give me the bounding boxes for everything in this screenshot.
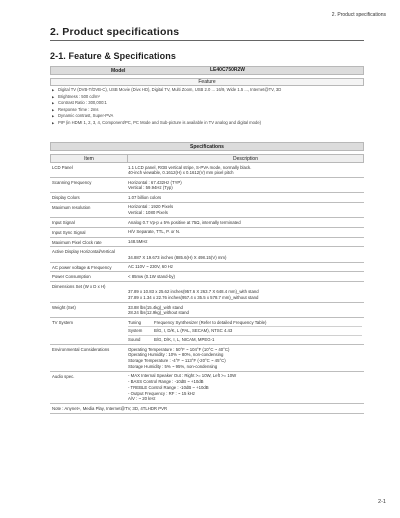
spec-item-name: AC power voltage & Frequency [50,262,126,272]
subrow-value: Frequency Synthesizer (Refer to detailed Frequency Table) [154,319,267,325]
feature-item: ▶ Response Time : 2ms [52,107,364,114]
description-line: Operating Humidity : 10% ~ 80%, non-condensing [128,352,224,358]
subrow-value: B/G, I, D/K, L (PAL, SECAM), NTSC 4.43 [154,328,233,334]
spec-item-description [126,262,364,272]
spec-row [50,193,364,203]
column-item: Item [51,155,128,162]
description-line: Vertical : 1080 Pixels [128,210,168,216]
spec-item-description [126,303,364,318]
model-label-bar: Model [50,66,364,75]
spec-item-description [126,227,364,237]
description-line: 33.88 lbs(15.4kg)_with stand [128,304,183,310]
feature-list [52,87,364,127]
spec-item-name: Scanning Frequency [50,178,126,193]
spec-item-name: Maximum Pixel Clock rate [50,237,126,247]
running-header: 2. Product specifications [331,12,386,18]
spec-row [50,303,364,318]
sub-divider [128,326,362,327]
spec-table [50,163,364,414]
description-line: 37.89 x 10.83 x 25.62 inches(957.6 X 263.7 X 648.4 mm)_with stand [128,289,259,295]
spec-item-name: Weight (Set) [50,303,126,318]
spec-item-description [126,371,364,403]
spec-row [50,163,364,178]
spec-item-description [126,178,364,193]
spec-row [50,237,364,247]
spec-row [50,318,364,345]
description-line: - MAX Internal Speaker Out : Right >= 10W, Left >= 10W [128,373,237,379]
spec-item-name: Audio spec. [50,371,126,403]
spec-column-headers [50,154,364,163]
spec-item-description [126,318,364,345]
spec-item-name: Power Consumption [50,272,126,282]
feature-item: ▶ Dynamic contrast, Super-PVA [52,113,364,120]
spec-item-description [126,272,364,282]
spec-row [50,272,364,282]
spec-row [50,202,364,217]
spec-row [50,371,364,403]
spec-item-description [126,193,364,203]
subrow-label: System [128,328,143,334]
subrow-value: B/G, D/K, I, L, NICAM, MPEG-1 [154,337,215,343]
description-line: AC 110V ~ 230V, 60 Hz [128,264,174,270]
description-line: 34.887 X 19.673 inches (885.6(H) X 498.15(V) mm) [128,254,227,260]
spec-item-name: Active Display Horizontal/Vertical [50,247,126,262]
spec-row [50,178,364,193]
spec-row [50,262,364,272]
specifications-bar: Specifications [50,142,364,151]
spec-item-description [126,202,364,217]
description-line: - TREBLE Control Range : -10dB ~ +10dB [128,384,209,390]
description-line: - Output Frequency : RF : ~ 15 kHz [128,390,195,396]
description-line: Horizontal : 67.432Hz (TYP) [128,179,182,185]
spec-item-name: Input Signal [50,218,126,228]
description-line: H/V Separate, TTL, P. or N. [128,229,181,235]
feature-item: ▶ Digital TV (DVB-T/DVB-C), USB Movie (Divx HD), Digital TV, Multi Zoom, USB 2.0 ... 16/9, Wide 1.5 ..., Internet@TV, 3D [52,87,364,94]
spec-item-description [126,163,364,178]
description-line: < 85mw (0.1W stand-by) [128,273,175,279]
tv-system-subrow [128,320,362,326]
spec-row [50,218,364,228]
spec-item-name: Input Sync Signal [50,227,126,237]
feature-bar: Feature [50,78,364,86]
description-line: 1.1 LCD panel, RGB vertical stripe, S-PVA mode, normally black. [128,164,252,170]
description-line: - BASS Control Range : -10dB ~ +10dB [128,379,204,385]
spec-item-name: Display Colors [50,193,126,203]
sub-divider [128,335,362,336]
column-description: Description [232,156,258,162]
spec-item-description [126,247,364,262]
feature-item: ▶ Brightness : 500 cd/m² [52,94,364,101]
title-divider [50,40,364,41]
description-line: Storage Humidity : 5% ~ 95%, non-condensing [128,363,218,369]
section-subtitle: 2-1. Feature & Specifications [50,51,176,61]
description-line: Vertical : 59.94Hz (Typ) [128,185,173,191]
spec-item-description [126,282,364,303]
page-number: 2-1 [378,499,386,505]
spec-item-description [126,345,364,372]
spec-row [50,227,364,237]
description-line: 1.07 billion colors [128,194,162,200]
feature-item: ▶ Contrast Ratio : 300,000:1 [52,100,364,107]
spec-row [50,404,364,413]
spec-item-name: Maximum resolution [50,202,126,217]
spec-item-description [126,237,364,247]
description-line: 40-inch viewable, 0.1612(H) x 0.1612(V) mm pixel pitch [128,170,234,176]
spec-item-name: Dimensions Set (W x D x H) [50,282,126,303]
spec-row [50,345,364,372]
description-line: 148.5MHz [128,239,148,245]
spec-item-name: LCD Panel [50,163,126,178]
tv-system-subrow [128,337,362,343]
subrow-label: Sound [128,337,141,343]
spec-row [50,247,364,262]
spec-item-name: TV System [50,318,126,345]
tv-system-subrow [128,328,362,334]
model-number: LE40C750R2W [210,67,246,73]
feature-item: ▶ PIP (in HDMI 1, 2, 3, 4, Component/PC, PC Mode and Sub-picture is available in TV analog and digital mode) [52,120,364,127]
spec-note: Note : Anynet+, Media Play, Internet@TV, 3D, 4TLHDR PVR [50,404,364,413]
description-line: 37.89 x 1.34 x 22.76 inches(957.4 x 35.5 x 578.7 mm)_without stand [128,295,259,301]
description-line: Horizontal : 1920 Pixels [128,204,174,210]
spec-row [50,282,364,303]
description-line: Storage Temperature : -4°F ~ 113°F (-20°C ~ 45°C) [128,358,226,364]
page-title: 2. Product specifications [50,26,180,38]
description-line: Analog 0.7 Vp-p ± 5% positive at 75Ω, internally terminated [128,219,241,225]
description-line: Operating Temperature : 50°F ~ 104°F (10°C ~ 40°C) [128,346,230,352]
description-line: 28.24 lbs(12.9kg)_without stand [128,310,189,316]
spec-item-description [126,218,364,228]
description-line: A/V : ~ 20 kHz [128,396,156,402]
subrow-label: Tuning [128,319,141,325]
spec-item-name: Environmental Considerations [50,345,126,372]
